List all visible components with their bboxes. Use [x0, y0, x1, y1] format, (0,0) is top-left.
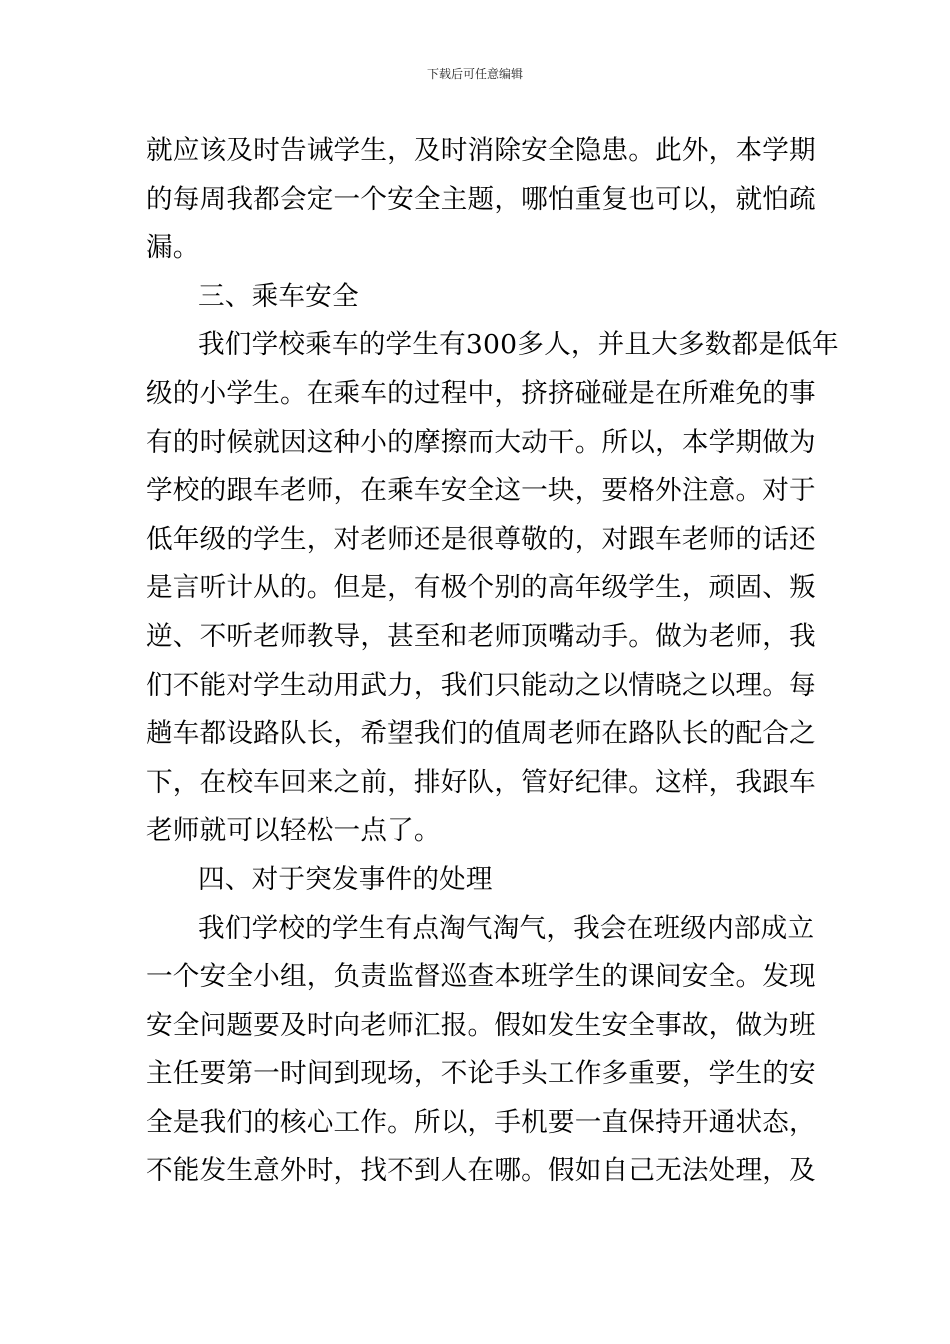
text-line: 有的时候就因这种小的摩擦而大动干。所以，本学期做为: [146, 426, 816, 458]
text-line: 全是我们的核心工作。所以，手机要一直保持开通状态，: [146, 1106, 816, 1138]
text-line: 们不能对学生动用武力，我们只能动之以情晓之以理。每: [146, 669, 816, 701]
text-line: 我们学校乘车的学生有300多人，并且大多数都是低年: [198, 329, 839, 361]
text-line: 安全问题要及时向老师汇报。假如发生安全事故，做为班: [146, 1009, 816, 1041]
text-line: 就应该及时告诫学生，及时消除安全隐患。此外，本学期: [146, 135, 816, 166]
text-line: 是言听计从的。但是，有极个别的高年级学生，顽固、叛: [146, 572, 816, 604]
text-line: 逆、不听老师教导，甚至和老师顶嘴动手。做为老师，我: [146, 620, 816, 652]
text-line: 漏。: [146, 232, 200, 264]
section-heading: 三、乘车安全: [198, 280, 359, 312]
page-header: 下载后可任意编辑: [426, 67, 523, 81]
text-line: 我们学校的学生有点淘气淘气，我会在班级内部成立: [198, 912, 815, 944]
text-line: 趟车都设路队长，希望我们的值周老师在路队长的配合之: [146, 718, 816, 750]
text-line: 主任要第一时间到现场，不论手头工作多重要，学生的安: [146, 1058, 816, 1090]
text-line: 的每周我都会定一个安全主题，哪怕重复也可以，就怕疏: [146, 183, 816, 215]
text-line: 学校的跟车老师，在乘车安全这一块，要格外注意。对于: [146, 475, 816, 507]
text-line: 低年级的学生，对老师还是很尊敬的，对跟车老师的话还: [146, 523, 816, 555]
text-line: 老师就可以轻松一点了。: [146, 815, 441, 847]
text-line: 一个安全小组，负责监督巡查本班学生的课间安全。发现: [146, 961, 816, 993]
text-line: 下，在校车回来之前，排好队，管好纪律。这样，我跟车: [146, 766, 816, 798]
text-line: 不能发生意外时，找不到人在哪。假如自己无法处理，及: [146, 1155, 816, 1187]
section-heading: 四、对于突发事件的处理: [198, 863, 493, 895]
text-line: 级的小学生。在乘车的过程中，挤挤碰碰是在所难免的事: [146, 377, 816, 409]
document-body: [146, 127, 839, 1196]
